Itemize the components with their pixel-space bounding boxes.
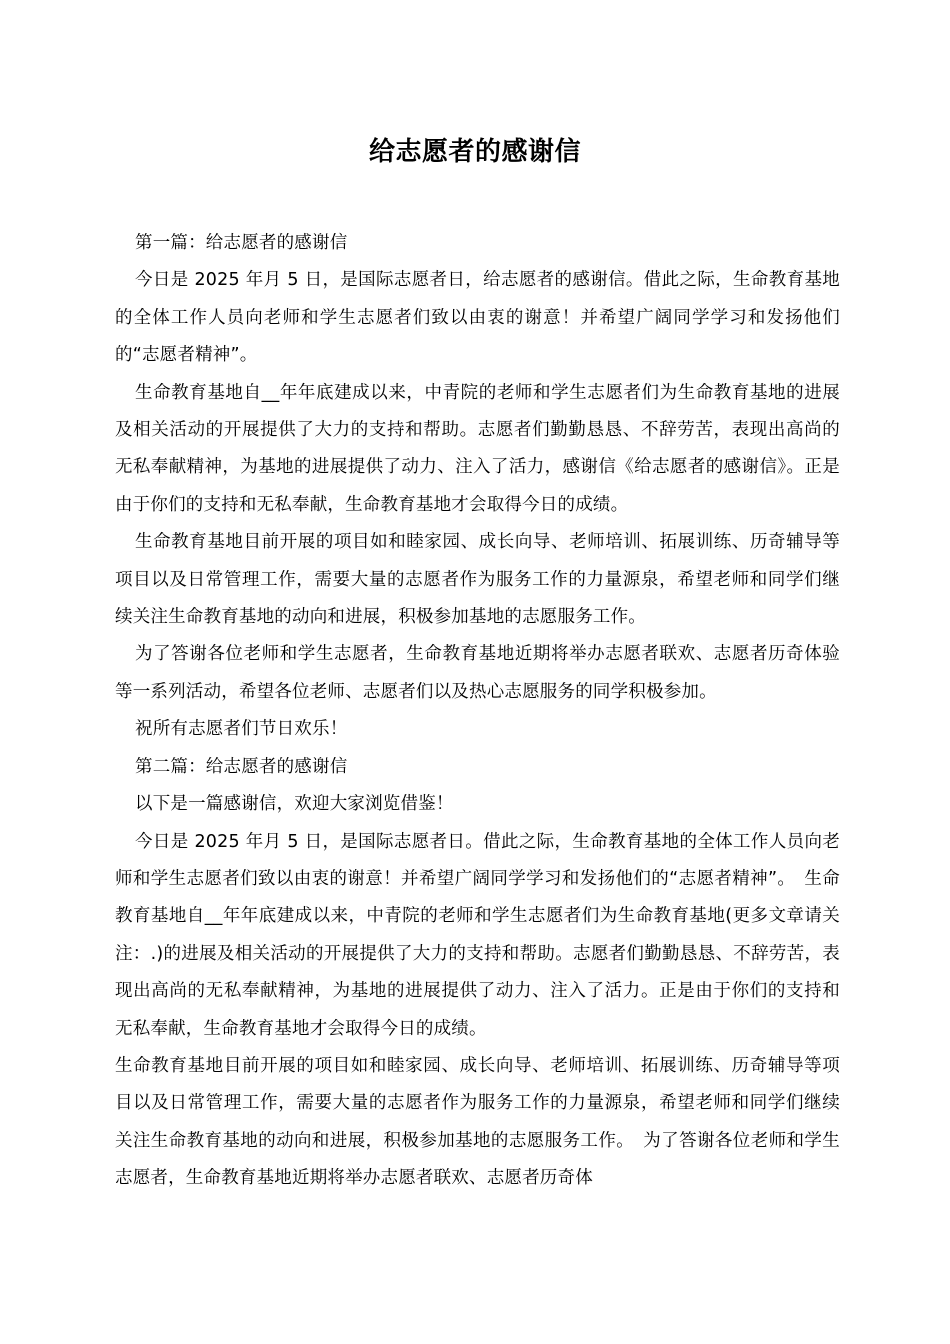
paragraph: 生命教育基地目前开展的项目如和睦家园、成长向导、老师培训、拓展训练、历奇辅导等项目以及日常管理工作，需要大量的志愿者作为服务工作的力量源泉，希望老师和同学们继续关注生命教育基地的动向和进展，积极参加基地的志愿服务工作。	[115, 532, 840, 628]
paragraph: 以下是一篇感谢信，欢迎大家浏览借鉴！	[135, 794, 454, 815]
section-heading-2: 第二篇：给志愿者的感谢信	[135, 756, 348, 777]
paragraph: 为了答谢各位老师和学生志愿者，生命教育基地近期将举办志愿者联欢、志愿者历奇体验等一系列活动，希望各位老师、志愿者们以及热心志愿服务的同学积极参加。	[115, 644, 840, 702]
paragraph: 今日是 2025 年月 5 日，是国际志愿者日，给志愿者的感谢信。借此之际，生命教育基地的全体工作人员向老师和学生志愿者们致以由衷的谢意！并希望广阔同学学习和发扬他们的“志愿者精神”。	[115, 270, 840, 366]
paragraph: 生命教育基地目前开展的项目如和睦家园、成长向导、老师培训、拓展训练、历奇辅导等项目以及日常管理工作，需要大量的志愿者作为服务工作的力量源泉，希望老师和同学们继续关注生命教育基地的动向和进展，积极参加基地的志愿服务工作。 为了答谢各位老师和学生志愿者，生命教育基地近期将举办志愿者联欢、志愿者历奇体	[115, 1055, 840, 1189]
paragraph: 今日是 2025 年月 5 日，是国际志愿者日。借此之际，生命教育基地的全体工作人员向老师和学生志愿者们致以由衷的谢意！并希望广阔同学学习和发扬他们的“志愿者精神”。 生命教育基地自__年年底建成以来，中青院的老师和学生志愿者们为生命教育基地(更多文章请关注：.)的进展及相关活动的开展提供了大力的支持和帮助。志愿者们勤勤恳恳、不辞劳苦，表现出高尚的无私奉献精神，为基地的进展提供了动力、注入了活力。正是由于你们的支持和无私奉献，生命教育基地才会取得今日的成绩。	[115, 831, 840, 1039]
section-heading-1: 第一篇：给志愿者的感谢信	[135, 233, 348, 253]
document-title: 给志愿者的感谢信	[368, 137, 581, 167]
document-body	[115, 225, 840, 1198]
closing-line: 祝所有志愿者们节日欢乐！	[135, 719, 348, 740]
paragraph: 生命教育基地自__年年底建成以来，中青院的老师和学生志愿者们为生命教育基地的进展及相关活动的开展提供了大力的支持和帮助。志愿者们勤勤恳恳、不辞劳苦，表现出高尚的无私奉献精神，为基地的进展提供了动力、注入了活力，感谢信《给志愿者的感谢信》。正是由于你们的支持和无私奉献，生命教育基地才会取得今日的成绩。	[115, 382, 840, 515]
